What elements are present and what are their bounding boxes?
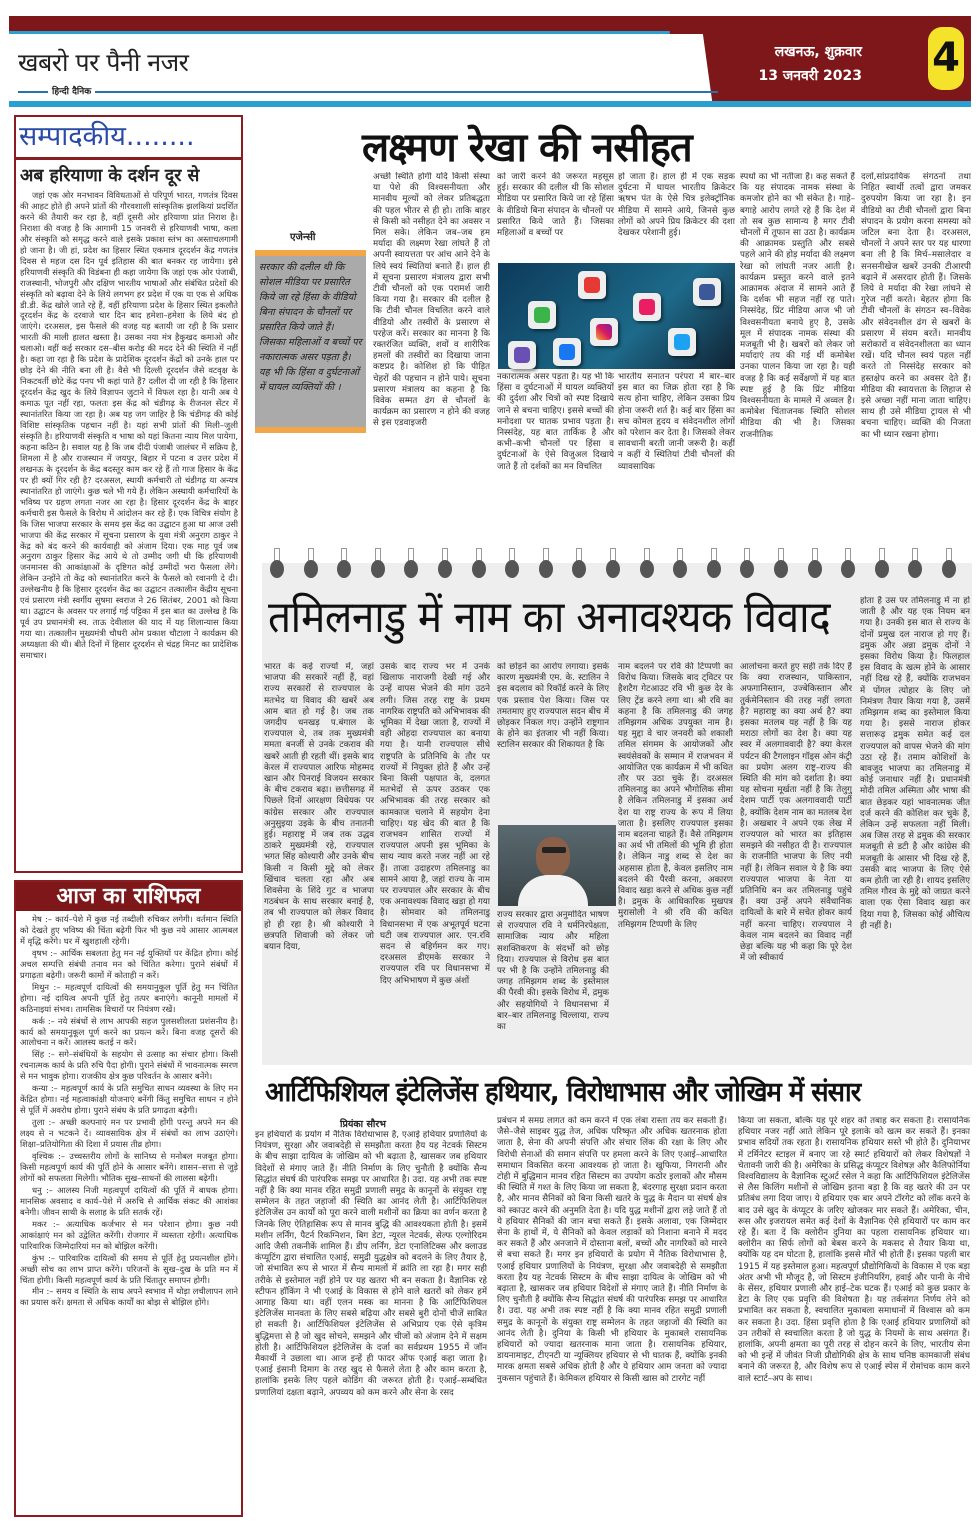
article-column: को छोड़ने का आरोप लगाया। इसके कारण मुख्यमंत्री एम. के. स्टालिन ने इस बदलाव को रिकॉर्ड करने के लिए एक प्रस्ताव पेश किया। जिस पर तमतमाए हुए राज्यपाल सदन बीच में छोड़कर निकल गए। उन्होंने राष्ट्रगान के होने का इंतजार भी नहीं किया। स्टालिन सरकार की शिकायत है कि bbox=[497, 662, 609, 751]
horoscope-item: मकर :– अत्याधिक कर्जभार से मन परेशान होगा। कुछ नयी आकांक्षाएं मन को उद्वेलित करेंगी। रोजगार में व्यस्तता रहेगी। अत्याधिक पारिवारिक जिम्मेदारियां मन को बोझिल करेंगी। bbox=[20, 1218, 238, 1251]
page-number: 4 bbox=[928, 27, 964, 90]
horoscope-item: कुंभ :– पारिवारिक दायित्वों की समय से पूर्ति हेतु प्रयत्नशील होंगे। अच्छी सोच का लाभ प्राप्त करेंगे। परिजनों के सुख–दुख के प्रति मन में चिंता होगी। किसी महत्वपूर्ण कार्य के प्रति चिंतातुर समापन होगी। bbox=[20, 1252, 238, 1285]
spiral-ring bbox=[337, 548, 351, 578]
spiral-ring bbox=[673, 548, 687, 578]
horoscope-item: मेष :– कार्य–पेशे में कुछ नई तब्दीली रुचिकर लगेगी। वर्तमान स्थिति को देखते हुए भविष्य की चिंता बढ़ेगी फिर भी कुछ नये आसार आत्मबल में वृद्धि करेंगे। घर में खुशहाली रहेगी। bbox=[20, 914, 238, 946]
spiral-ring bbox=[707, 548, 721, 578]
horoscope-item: वृश्चिक :– उच्चस्तरीय लोगों के सानिध्य से मनोबल मजबूत होगा। किसी महत्वपूर्ण कार्य की पूर्ति होने के आसार बनेंगे। शासन–सत्ता से जुड़े लोगों को सफलता मिलेगी। भौतिक सुख–साधनों की लालसा बढ़ेगी। bbox=[20, 1151, 238, 1183]
horoscope-item: कन्या :– महत्वपूर्ण कार्य के प्रति समुचित साधन व्यवस्था के लिए मन केंद्रित होगा। नई महत्वाकांक्षी योजनाएं बनेंगी किंतु समुचित साधन न होने से पूर्ति में अवरोध होगा। पुराने संबंध के प्रति प्रगाढ़ता बढ़ेगी। bbox=[20, 1083, 238, 1116]
spiral-ring bbox=[572, 548, 586, 578]
pull-quote: सरकार की दलील थी कि सोशल मीडिया पर प्रसारित किये जा रहे हिंसा के वीडियो बिना संपादन के चौनलों पर प्रसारित किये जाते हैं। जिसका महिलाओं व बच्चों पर नकारात्मक असर पड़ता है। यह भी कि हिंसा व दुर्घटनाओं में घायल व्यक्तियों की । bbox=[255, 250, 366, 433]
horoscope-item: वृषभ :– आर्थिक सबलता हेतु मन नई युक्तियों पर केंद्रित होगा। कोई अचल सम्पत्ति संबंधी तनाव मन को चिंतित करेगा। पुराने संबंधों में प्रगाढ़ता बढ़ेगी। जरूरी कामों में कोताही न करें। bbox=[20, 947, 238, 980]
horoscope-item: कर्क :– नये संबंधों से लाभ आपकी सहज पुलसशीलता प्रशंसनीय है। कार्य को समयानुकूल पूर्ण करने का प्रयत्न करें। बिना वजह दूसरों की आलोचना न करें। आलस्य कतई न करें। bbox=[20, 1015, 238, 1048]
masthead-stripe bbox=[9, 31, 724, 34]
dateline-city-day: लखनऊ, शुक्रवार bbox=[774, 44, 862, 60]
article-headline: आर्टिफिशियल इंटेलिजेंस हथियार, विरोधाभास और जोखिम में संसार bbox=[265, 1077, 861, 1108]
article-column: नाम बदलने पर रवि की टिप्पणी का विरोध किया। जिसके बाद ट्विटर पर हैशटैग गेटआउट रवि भी कुछ देर के लिए ट्रेंड करने लगा था। श्री रवि का कहना है कि तमिलनाडु की जगह तमिझगम अधिक उपयुक्त नाम है। यह मुद्दा वे चार जनवरी को शकाशी तमिल संगमम के आयोजकों और स्वयंसेवकों के सम्मान में राजभवन में आयोजित एक कार्यक्रम में भी कथित तौर पर उठा चुके हैं। दरअसल तमिलनाडु का अपने भौगोलिक सीमा है लेकिन तमिलनाडु में इसका अर्थ देश या राष्ट्र राज्य के रूप में लिया जाता है। इसलिए राज्यपाल इसका नाम बदलना चाहते हैं। वैसे तमिझगम का अर्थ भी तमिलों की भूमि ही होता है। लेकिन नाडु शब्द से देश का अहसास होता है, केवल इसलिए नाम बदलने की पैरवी करना, अकारण विवाद खड़ा करने से अधिक कुछ नहीं है। द्रमुक के आधिकारिक मुखपत्र मुरासोली ने श्री रवि की कथित तमिझगम टिप्पणी के लिए bbox=[618, 662, 733, 930]
spiral-ring bbox=[740, 548, 754, 578]
spiral-ring bbox=[875, 548, 889, 578]
newspaper-name: खबरो पर पैनी नजर bbox=[18, 48, 189, 77]
spiral-ring bbox=[539, 548, 553, 578]
article-column: दलों,सांप्रदायिक संगठनों तथा निहित स्वार्थी तत्वों द्वारा जमकर दुरुपयोग किया जा रहा है। इन वीडियो का टीवी चौनलों द्वारा बिना संपादन के प्रयोग करना समस्या को जटिल बना देता है। दरअसल, चौनलों ने अपने स्तर पर यह धारणा बना ली है कि मिर्च–मसालेदार व सनसनीखेज खबरें उनकी टीआरपी बढ़ाने में असरदार होती हैं। जिसके लिये वे मर्यादा की रेखा लांघने से गुरेज नहीं करते। बेहतर होगा कि टीवी चौनलों के संगठन स्व–विवेक और संवेदनशील ढंग से खबरों के प्रसारण में संयम बरतें। मानवीय सरोकारों व संवेदनशीलता का ध्यान रखें। यदि चौनल स्वयं पहल नहीं करते तो निस्संदेह सरकार को हस्तक्षेप करने का अवसर देते हैं। मीडिया की स्वायत्तता के लिहाज से इसे अच्छा नहीं माना जाता चाहिए। साथ ही उसे मीडिया ट्रायल से भी बचना चाहिए। व्यक्ति की निजता का भी ध्यान रखना होगा। bbox=[861, 172, 971, 440]
spiral-ring bbox=[472, 548, 486, 578]
article-column: राज्य सरकार द्वारा अनुमोदित भाषण से राज्यपाल रवि ने धर्मनिरपेक्षता, सामाजिक न्याय और महिला सशक्तिकरण के संदर्भों को छोड़ दिया। राज्यपाल से विरोध इस बात पर भी है कि उन्होंने तमिलनाडु की जगह तमिझगम शब्द के इस्तेमाल की पैरवी की। इसके विरोध में, द्रमुक और सहयोगियों ने विधानसभा में बार–बार तमिलनाडु चिल्लाया, राज्य का bbox=[497, 910, 609, 1033]
horoscope-item: धनु :– आलस्य निजी महत्वपूर्ण दायित्वों की पूर्ति में बाधक होगा। मानसिक अवसाद व कार्य–पेशे में अरुचि से आर्थिक संकट की आशंका बनेगी। जीवन साथी के सलाह के प्रति सतर्क रहें। bbox=[20, 1184, 238, 1217]
editorial-section-title: सम्पादकीय........ bbox=[16, 117, 241, 160]
spiral-ring bbox=[808, 548, 822, 578]
spiral-ring bbox=[505, 548, 519, 578]
spiral-ring bbox=[908, 548, 922, 578]
spiral-ring bbox=[404, 548, 418, 578]
article-column: हो जाता है। हाल ही में एक सड़क दुर्घटना में घायल भारतीय क्रिकेटर ऋषभ पंत के ऐसे चित्र इलेक्ट्रॉनिक मीडिया में सामने आये, जिनसे कुछ लोगों को अपने प्रिय क्रिकेटर की दशा देखकर परेशानी हुई। bbox=[618, 172, 735, 239]
spiral-ring bbox=[371, 548, 385, 578]
spiral-ring bbox=[606, 548, 620, 578]
article-column: होता है उस पर तमिलनाडु में ना हो जाती है और यह एक नियम बन गया है। उनकी इस बात से राज्य के दोनों प्रमुख दल नाराज हो गए हैं। द्रमुक और अन्ना द्रमुक दोनों ने इसका विरोध किया है। फिलहाल इस विवाद के खत्म होने के आसार नहीं दिख रहे हैं, क्योंकि राजभवन में पोंगल त्योहार के लिए जो निमंत्रण तैयार किया गया है, उसमें तमिझगम शब्द का इस्तेमाल किया गया है। इससे नाराज होकर सत्तारूढ़ द्रमुक समेत कई दल राज्यपाल को वापस भेजने की मांग उठा रहे हैं। तमाम कोशिशों के बावजूद भाजपा का तमिलनाडु में कोई जनाधार नहीं है। प्रधानमंत्री मोदी तमिल अस्मिता और भाषा की बात छेड़कर यहां भावनात्मक जीत दर्ज करने की कोशिश कर चुके हैं, लेकिन उन्हें सफलता नहीं मिली। अब जिस तरह से द्रमुक की सरकार मजबूती से डटी है और कांग्रेस की मजबूती के आसार भी दिख रहे हैं, उसकी बाद भाजपा के लिए ऐसे कम होती जा रही है। शायद इसलिए तमिल गौरव के मुद्दे को जाग्रत करने वाला एक ऐसा विवाद खड़ा कर दिया गया है, जिसका कोई औचित्य ही नहीं है। bbox=[860, 596, 970, 931]
article-column: को जारी करने की जरूरत महसूस हुई। सरकार की दलील थी कि सोशल मीडिया पर प्रसारित किये जा रहे हिंसा के वीडियो बिना संपादन के चौनलों पर प्रसारित किये जाते हैं। जिसका महिलाओं व बच्चों पर bbox=[497, 172, 614, 239]
article-column: भारत के कई राज्यों में, जहां भाजपा की सरकारें नहीं हैं, वहां राज्य सरकारों से राज्यपाल के मतभेद या विवाद की खबरें अब आम बात हो गई है। जब तक जगदीप धनखड़ प.बंगाल के राज्यपाल थे, तब तक मुख्यमंत्री ममता बनर्जी से उनके टकराव की खबरें आती ही रहती थीं। इसके बाद केरल में राज्यपाल आरिफ मोहम्मद खान और पिनराई विजयन सरकार के बीच टकराव बढ़ा। छत्तीसगढ़ में पिछले दिनों आरक्षण विधेयक पर कांग्रेस सरकार और राज्यपाल अनुसुइया उइके के बीच तनातनी हुई। महाराष्ट्र में जब तक उद्धव ठाकरे मुख्यमंत्री रहे, राज्यपाल भगत सिंह कोश्यारी और उनके बीच किसी न किसी मुद्दे को लेकर खिंचाव चलता रहा और अब शिवसेना के शिंदे गुट व भाजपा गठबंधन के साथ सरकार बनाई है, तब भी राज्यपाल को लेकर विवाद हो ही रहा है। श्री कोश्यारी ने छत्रपति शिवाजी को लेकर जो बयान दिया, bbox=[264, 662, 374, 953]
spiral-ring bbox=[942, 548, 956, 578]
article-column: भारतीय सनातन परंपरा में बार–बार इस बात का जिक्र होता रहा है कि सत्य होना चाहिए, लेकिन उसका प्रिय होना जरूरी शर्त है। कई बार हिंसा का सच कोमल हृदय व संवेदनशील लोगों को परेशान कर देता है। जिसको लेकर सावधानी बरती जानी जरूरी है। कहीं न कहीं ये स्थितियां टीवी चौनलों की व्यावसायिक bbox=[618, 372, 735, 472]
horoscope-item: सिंह :– सगे–संबंधियों के सहयोग से उत्साह का संचार होगा। किसी रचनात्मक कार्य के प्रति रुचि पैदा होगी। पुराने संबंधों में भावनात्मक स्मरण से मन भावुक होगा। राजकीय क्षेत्र कुछ परिवर्तन के आसार बनेंगे। bbox=[20, 1049, 238, 1082]
article-byline: प्रियंका सौरभ bbox=[340, 1119, 386, 1130]
article-headline: तमिलनाडु में नाम का अनावश्यक विवाद bbox=[268, 592, 831, 643]
article-column: किया जा सकता, बल्कि यह पूरे शहर को तबाह कर सकता है। रासायनिक हथियार नजर नहीं आते लेकिन पूरे इलाके को खत्म कर सकते हैं। इनका प्रभाव सदियों तक रहता है। रासायनिक हथियार सस्ते भी होते हैं। दुनियाभर में टर्मिनेटर स्टाइल में बनाए जा रहे स्मार्ट हथियारों को लेकर विशेषज्ञों ने चेतावनी जारी की है। अमेरिका के प्रसिद्ध कंप्यूटर विशेषज्ञ और कैलिफोर्निया विश्वविद्यालय के वैज्ञानिक स्टुअर्ट रसेल ने कहा कि आर्टिफिशियल इंटेलिजेंस से लैस किलिंग मशीनों से जोखिम इतना बड़ा है कि वह खतरे की उन पर प्रतिबंध लगा दिया जाए। ये हथियार एक बार अपने टॉरगेट को लॉक करने के बाद उसे खुद के कंप्यूटर के जरिए खोजकर मार सकते हैं। अमेरिका, चीन, रूस और इजरायल समेत कई देशों के वैज्ञानिक ऐसे हथियारों पर काम कर रहे हैं। बता दें कि क्लोरीन दुनिया का पहला रासायनिक हथियार था। क्लोरीन का सिर्फ लोगों को बेबस करने के मकसद से तैयार किया था, क्योंकि यह दम घोटता है, हालांकि इससे मौतें भी होती हैं। इसका पहली बार 1915 में यह इस्तेमाल हुआ। महत्वपूर्ण प्रौद्योगिकियों के विकास में एक बड़ा अंतर अभी भी मौजूद है, जो सिस्टम इंजीनियरिंग, हवाई और पानी के नीचे के सेंसर, हथियार प्रणाली और हाई–टेक घटक हैं। एआई को कुछ प्रकार के डेटा के लिए एक प्रवृत्ति की विशेषता है। यह तर्कसंगत निर्णय लेने को प्रभावित कर सकता है, स्वचालित मुकाबला समाधानों में विश्वास को कम कर सकता है। उदा. हिंसा प्रवृत्ति होता है कि एआई हथियार प्रणालियों को उन तरीकों से स्वचालित करता है जो युद्ध के नियमों के साथ असंगत हैं। हालांकि, अपनी क्षमता का पूरी तरह से दोहन करने के लिए, भारतीय सेना को भी इन्हें में जीवंत निजी प्रौद्योगिकी क्षेत्र के साथ घनिष्ठ कामकाजी संबंध बनाने की जरूरत है, और विशेष रूप से एआई स्पेस में रोमांचक काम करने वाले स्टार्ट–अप के साथ। bbox=[738, 1116, 970, 1384]
article-column: प्रबंधन में समग्र लागत को कम करने में एक लंबा रास्ता तय कर सकती हैं। जैसे–जैसे साइबर युद्ध तेज, अधिक परिष्कृत और अधिक खतरनाक होता जाता है, सेना की अपनी संपत्ति और संचार लिंक की रक्षा के लिए और विरोधी सेनाओं की समान संपत्ति पर हमला करने के लिए एआई–आधारित समाधान विकसित करना आवश्यक हो जाता है। खुफिया, निगरानी और टोही में बुद्धिमान मानव रहित सिस्टम का उपयोग कठोर इलाकों और मौसम की स्थिति में गश्त के लिए किया जा सकता है, बंदरगाह सुरक्षा प्रदान करता है, और मानव सैनिकों को बिना किसी खतरे के युद्ध के मैदान या संघर्ष क्षेत्र को स्काउट करने की अनुमति देता है। यदि युद्ध मशीनों द्वारा लड़े जाते हैं तो ये हथियार सैनिकों की जान बचा सकते हैं। इसके अलावा, एक जिम्मेदार सेना के हाथों में, ये सैनिकों को केवल लड़ाकों को निशाना बनाने में मदद कर सकते हैं और अनजाने में दोस्ताना बलों, बच्चों और नागरिकों को मारने से बचा सकते हैं। मगर इन हथियारों के प्रयोग में नैतिक विरोधाभास है, एआई हथियार प्रणालियों के नियंत्रण, सुरक्षा और जवाबदेही से समझौता करता हैय यह नेटवर्क सिस्टम के बीच साझा दायित्व के जोखिम को भी बढ़ाता है, खासकर जब हथियार विदेशों से मंगाए जाते हैं। नीति निर्माण के लिए चुनौती है क्योंकि सैन्य सिद्धांत संघर्ष की पारंपरिक समझ पर आधारित है। उदा. यह अभी तक स्पष्ट नहीं है कि क्या मानव रहित समुद्री प्रणाली समुद्र के कानूनों के संयुक्त राष्ट्र सम्मेलन के तहत जहाजों की स्थिति का आनंद लेती है। दुनिया के किसी भी हथियार के मुकाबले रासायनिक हथियारों को ज्यादा खतरनाक माना जाता है। रासायनिक हथियार, डायनामाइट, टीएनटी या न्यूक्लियर हथियार से भी घातक हैं, क्योंकि इनकी मारक क्षमता सबसे अधिक होती है और ये हथियार आम जनता को ज्यादा नुकसान पहुंचाते हैं। केमिकल हथियार से किसी खास को टारगेट नहीं bbox=[497, 1116, 727, 1384]
newspaper-tagline: हिन्दी दैनिक bbox=[48, 84, 95, 97]
horoscope-list bbox=[20, 914, 238, 1512]
article-column: इन हथियारों के प्रयोग में नैतिक विरोधाभास है, एआई हथियार प्रणालियों के नियंत्रण, सुरक्षा और जवाबदेही से समझौता करता हैय यह नेटवर्क सिस्टम के बीच साझा दायित्व के जोखिम को भी बढ़ाता है, खासकर जब हथियार विदेशों से मंगाए जाते हैं। नीति निर्माण के लिए चुनौती है क्योंकि सैन्य सिद्धांत संघर्ष की पारंपरिक समझ पर आधारित है। उदा. यह अभी तक स्पष्ट नहीं है कि क्या मानव रहित समुद्री प्रणाली समुद्र के कानूनों के संयुक्त राष्ट्र सम्मेलन के तहत जहाजों की स्थिति का आनंद लेती है। आर्टिफिशियल इंटेलिजेंस उन कार्यों को पूरा करने वाली मशीनों का क्रिया का वर्णन करता है जिनके लिए ऐतिहासिक रूप से मानव बुद्धि की आवश्यकता होती है। इसमें मशीन लर्निंग, पैटर्न रिकग्निशन, बिग डेटा, न्यूरल नेटवर्क, सेल्फ एल्गोरिदम आदि जैसी तकनीकें शामिल हैं। डीप लर्निंग, डेटा एनालिटिक्स और क्लाउड कंप्यूटिंग द्वारा संचालित एआई, समुद्री युद्धक्षेत्र को बदलने के लिए तैयार है, जो संभावित रूप से भारत में सैन्य मामलों में क्रांति ला रहा है। मगर सही तरीके से इस्तेमाल नहीं होने पर यह खतरा भी बन सकता है। वैज्ञानिक रहे स्टीफन हॉकिंग ने भी एआई के विकास से होने वाले खतरों को लेकर हमें आगाह किया था। वहीं एलन मस्क का मानना है कि आर्टिफिशियल इंटेलिजेंस मानवता के लिए सबसे बढ़िया और सबसे बुरी दोनों चीजें साबित हो सकती है। आर्टिफिशियल इंटेलिजेंस से अभिप्राय एक ऐसे कृत्रिम बुद्धिमत्ता से है जो खुद सोचने, समझने और चीजों को अंजाम देने में सक्षम होती है। आर्टिफिशियल इंटेलिजेंस के दर्जा का सर्वप्रथम 1955 में जॉन मैकार्थी ने उछाला था। आज इन्हें ही फादर ऑफ एआई कहा जाता है। एआई इंसानी दिमाग के तरह खुद से फैसले लेता है और काम करता है, हालांकि इसके लिए पहले कोडिंग की जरूरत होती है। एआई–सम्बंधित प्रणालियां दक्षता बढ़ाने, अपव्यय को कम करने और सेना के रसद bbox=[255, 1130, 487, 1398]
horoscope-item: मीन :– समय व स्थिति के साथ अपने स्वभाव में थोड़ा लचीलापन लाने का प्रयास करें। क्षमता से अधिक कार्यों का बोझ से बोझिल होंगे। bbox=[20, 1286, 238, 1308]
horoscope-item: तुला :– अच्छी कल्पनाएं मन पर प्रभावी होंगी परन्तु अपने मन की लक्ष्य से न भटकने दें। व्यावसायिक क्षेत्र में संबंधों का लाभ उठाएंगे। शिक्षा–प्रतियोगिता की दिशा में प्रयास तीव्र होगा। bbox=[20, 1117, 238, 1150]
spiral-ring bbox=[270, 548, 284, 578]
masthead-rule bbox=[18, 91, 718, 93]
dateline-date: 13 जनवरी 2023 bbox=[758, 68, 862, 84]
masthead-stripe-bottom bbox=[9, 101, 971, 107]
article-headline: लक्ष्मण रेखा की नसीहत bbox=[362, 125, 692, 171]
article-column: आलोचना करते हुए सही तर्क दिए हैं कि क्या राजस्थान, पाकिस्तान, अफगानिस्तान, उज्बेकिस्तान और तुर्कमेनिस्तान की तरह नहीं लगता है? महाराष्ट्र का क्या अर्थ है? क्या इसका मतलब यह नहीं है कि यह मराठा लोगों का देश है। क्या यह स्वर में अलगाववादी है? क्या केरल पर्यटन की टैगलाइन गॉड्स ओन कंट्री का प्रयोग अलग राष्ट्र–राज्य की स्थिति की मांग को दर्शाता है। क्या यह सोचना मूर्खता नहीं है कि तेलुगु देशम पार्टी एक अलगाववादी पार्टी है, क्योंकि देशम नाम का मतलब देश है। अखबार ने अपने एक लेख में राज्यपाल को भारत का इतिहास समझने की नसीहत दी है। राज्यपाल के राजनीति भाजपा के लिए नयी नहीं है। लेकिन सवाल ये है कि क्या राज्यपाल भाजपा के नेता या प्रतिनिधि बन कर तमिलनाडु पहुंचे हैं। क्या उन्हें अपने संवैधानिक दायित्वों के बारे में सचेत होकर कार्य नहीं करना चाहिए। राज्यपाल ने केवल नाम बदलने का विवाद नहीं छेड़ा बल्कि यह भी कहा कि पूरे देश में जो स्वीकार्य bbox=[740, 662, 852, 964]
editorial-body bbox=[20, 190, 238, 868]
spiral-ring bbox=[841, 548, 855, 578]
horoscope-item: मिथुन :– महत्वपूर्ण दायित्वों की समयानुकूल पूर्ति हेतु मन चिंतित होगा। नई दायित्व अपनी पूर्ति हेतु तत्पर बनाएंगे। कानूनी मामलों में कठिनाइयां संभव। तामसिक विचारों पर नियंत्रण रखें। bbox=[20, 981, 238, 1014]
spiral-ring bbox=[438, 548, 452, 578]
article-byline: एजेन्सी bbox=[290, 232, 316, 243]
horoscope-title: आज का राशिफल bbox=[16, 882, 241, 911]
article-column: अच्छी स्थिति होगी यदि किसी संस्था या पेशे की विश्वसनीयता और मानवीय मूल्यों को लेकर प्रतिबद्धता की पहल भीतर से ही हो। ताकि बाहर से किसी को नसीहत देने का अवसर न मिल सके। लेकिन जब–जब हम मर्यादा की लक्ष्मण रेखा लांघते हैं तो अपनी स्वायत्तता पर आंच आने देने के लिये स्वयं स्थितियां बनाते हैं। हाल ही में सूचना प्रसारण मंत्रालय द्वारा सभी टीवी चौनलों को एक परामर्श जारी किया गया है। सरकार की दलील है कि टीवी चौनल विचलित करने वाले वीडियो और तस्वीरों के प्रसारण से परहेज करें। सरकार का मानना है कि रक्तरंजित व्यक्ति, शवों व शारीरिक हमलों की तस्वीरों का दिखाया जाना कष्टप्रद है। कोशिश हो कि पीड़ित चेहरों की पहचान न होने पाये। सूचना प्रसारण मंत्रालय का कहना है कि विवेक सम्मत ढंग से चौनलों के कार्यक्रम का प्रसारण न होने की वजह से इस एडवाइजरी bbox=[373, 172, 490, 429]
article-column: नकारात्मक असर पड़ता है। यह भी कि हिंसा व दुर्घटनाओं में घायल व्यक्तियों की दुर्दशा और चित्रों को स्पष्ट दिखाये जाने से बचना चाहिए। इससे बच्चों की मनोदशा पर घातक प्रभाव पड़ता है। निस्संदेह, यह बात तार्किक है और कभी–कभी चौनलों पर हिंसा व दुर्घटनाओं के ऐसे विजुअल दिखाये जाते हैं तो दर्शकों का मन विचलित bbox=[497, 372, 614, 472]
editorial-headline: अब हरियाणा के दर्शन दूर से bbox=[20, 166, 200, 186]
social-media-cubes-image bbox=[498, 263, 735, 369]
spiral-ring bbox=[774, 548, 788, 578]
article-column: उसके बाद राज्य भर में उनके खिलाफ नाराजगी देखी गई और उन्हें वापस भेजने की मांग उठने लगी। जिस तरह राष्ट्र के प्रथम नागरिक राष्ट्रपति को अभिभावक की भूमिका में देखा जाता है, राज्यों में वही ओहदा राज्यपाल का बनाया गया है। यानी राज्यपाल सीधे राष्ट्रपति के प्रतिनिधि के तौर पर राज्यों में नियुक्त होते हैं और उन्हें बिना किसी पक्षपात के, दलगत मतभेदों से ऊपर उठकर एक अभिभावक की तरह सरकार को कामकाज चलाने में सहयोग देना चाहिए। यह खेद की बात है कि राजभवन शासित राज्यों में राज्यपाल अपनी इस भूमिका के साथ न्याय करते नजर नहीं आ रहे हैं। ताजा उदाहरण तमिलनाडु का सामने आया है, जहां राज्य के नाम पर राज्यपाल और सरकार के बीच एक अनावश्यक विवाद खड़ा हो गया है। सोमवार को तमिलनाडु विधानसभा में एक अभूतपूर्व घटना घटी जब राज्यपाल आर. एन.रवि सदन से बहिर्गमन कर गए। दरअसल डीएमके सरकार ने राज्यपाल रवि पर विधानसभा में दिए अभिभाषण में कुछ अंशों bbox=[380, 662, 490, 986]
editorial-paragraph: जहां एक ओर मनभावन विविधताओं से परिपूर्ण भारत, गणतंत्र दिवस की आहट होते ही अपने प्रांतों की गौरवशाली सांस्कृतिक झलकियां प्रदर्शित करने की तैयारी कर रहा है, वहीं दूसरी ओर हरियाणा प्रांत निराश है। निराशा की वजह है कि आगामी 15 जनवरी से हरियाणवी भाषा, कला और संस्कृति को समृद्ध करने वाले इसके प्रकाश स्तंभ का अस्ताचलगामी हो जाना है। जी हां, प्रदेश का हिसार स्थित एकमात्र दूरदर्शन केंद्र गणतंत्र दिवस से महज दस दिन पूर्व इतिहास की बात बनकर रह जायेगा। इसे हरियाणवी संस्कृति की विडंबना ही कहा जायेगा कि जहां एक ओर पंजाबी, राजस्थानी, भोजपुरी और दक्षिण भारतीय भाषाओं और संबंधित प्रदेशों की संस्कृति को बढ़ावा देने के लिये लगभग हर प्रदेश में एक या एक से अधिक डी.डी. केंद्र खोले जाते रहे हैं, वहीं हरियाणा प्रदेश के हिसार स्थित इकलौते दूरदर्शन केंद्र के दरवाजे चार दिन बाद हमेशा–हमेशा के लिये बंद हो जाएंगे। दरअसल, इस फैसले की वजह यह बतायी जा रही है कि प्रसार भारती की माली हालत खस्ता है। उसका नया मंत्र हैकुखद कमाओ और चलाओ। वहीं कई सरकार दस–बीस करोड़ की मदद देने की स्थिति में नहीं है। कहा जा रहा है कि प्रदेश के प्रादेशिक दूरदर्शन केंद्रों को उनके हाल पर छोड़ देने की नीति बना ली है। वैसे भी दिल्ली दूरदर्शन जैसे वटवृक्ष के निकटवर्ती छोटे केंद्र पनप भी कहां पाते हैं? दलील दी जा रही है कि हिसार दूरदर्शन केंद्र खुद के लिये विज्ञापन जुटाने में विफल रहा है। यानी अब ये कमाऊ पूत नहीं रहा, फलतः इस केंद्र को चंडीगढ़ के रीजनल सेंटर में स्थानांतरित किया जा रहा है। अब यह जग जाहिर है कि चंडीगढ़ की कोई विशिष्ट सांस्कृतिक पहचान नहीं है। यहां सभी प्रांतों की मिली–जुली संस्कृति है। हरियाणवी संस्कृति व भाषा को यहां कितना न्याय मिल पायेगा, कहना कठिन है। सवाल यह है कि जब दीदी पंजाबी जालंधर में सक्रिय है, शिमला में है और राजस्थान में जयपुर, बिहार में पटना व उत्तर प्रदेश में लखनऊ के दूरदर्शन के केंद्र बदस्तूर काम कर रहे हैं तो गाज हिसार के केंद्र पर ही क्यों गिर रही है? दरअसल, स्थायी कर्मचारी तो चंडीगढ़ या अन्यत्र स्थानांतरित हो जाएंगे। कुछ चले भी गये हैं। लेकिन अस्थायी कर्मचारियों के भविष्य पर ग्रहण लगता नजर आ रहा है। हिसार दूरदर्शन केंद्र के बाहर कर्मचारी इस फैसले के विरोध में आंदोलन कर रहे हैं। एक विचित्र संयोग है कि जिस भाजपा सरकार के समय इस केंद्र का उद्घाटन हुआ था आज उसी भाजपा की केंद्र सरकार में सूचना प्रसारण के युवा मंत्री अनुराग ठाकुर ने केंद्र को बंद करने की कार्यवाही को अंजाम दिया। एक माह पूर्व जब अनुराग ठाकुर हिसार केंद्र आये थे तो उम्मीद जगी थी कि हरियाणवी जनमानस की आकांक्षाओं के दृष्टिगत कोई उम्मीदों भरा फैसला लेंगे। लेकिन उन्होंने तो केंद्र को स्थानांतरित करने के फैसले को रवानगी दे दी। उल्लेखनीय है कि हिसार दूरदर्शन केंद्र का उद्घाटन तत्कालीन केंद्रीय सूचना एवं प्रसारण मंत्री स्वर्गीय सुषमा स्वराज ने 26 सितंबर, 2001 को किया था। उद्घाटन के अवसर पर लगाई गई पट्टिका में इस बात का उल्लेख है कि पूर्व उप प्रधानमंत्री स्व. ताऊ देवीलाल की याद में यह शिलान्यास किया गया था। तत्कालीन मुख्यमंत्री चौधरी ओम प्रकाश चौटाला ने कार्यक्रम की अध्यक्षता की थी। बीते दिनों में हिसार दूरदर्शन से चंद्रह मिनट का प्रादेशिक समाचार। bbox=[20, 190, 238, 661]
chief-minister-photo bbox=[498, 825, 616, 906]
spiral-ring bbox=[640, 548, 654, 578]
article-column: स्पर्धा का भी नतीजा है। कह सकते हैं कि यह संपादक नामक संस्था के कमजोर होने का भी संकेत है। गाहे–बगाहे आरोप लगते रहे हैं कि देश में तो सब कुछ सामान्य है मगर टीवी चौनलों में तूफान सा उठा है। कार्यक्रम की आक्रामक प्रस्तुति और सबसे पहले आने की होड़ मर्यादा की लक्ष्मण रेखा को लांघती नजर आती है। कार्यक्रम प्रस्तुत करने वाले इतने आक्रामक अंदाज में सामने आते हैं कि दर्शक भी सहज नहीं रह पाते। निस्संदेह, प्रिंट मीडिया आज भी जो विश्वसनीयता बनाये हुए है, उसके मूल में संपादक नामक संस्था की मजबूती भी है। खबरों को लेकर जो मर्यादाएं तय की गई थीं कमोबेश उनका पालन किया जा रहा है। यही वजह है कि कई सर्वेक्षणों में यह बात स्पष्ट हुई है कि प्रिंट मीडिया विश्वसनीयता के मामले में अव्वल है। कमोबेश चिंताजनक स्थिति सोशल मीडिया की भी है। जिसका राजनीतिक bbox=[740, 172, 855, 440]
spiral-ring bbox=[304, 548, 318, 578]
